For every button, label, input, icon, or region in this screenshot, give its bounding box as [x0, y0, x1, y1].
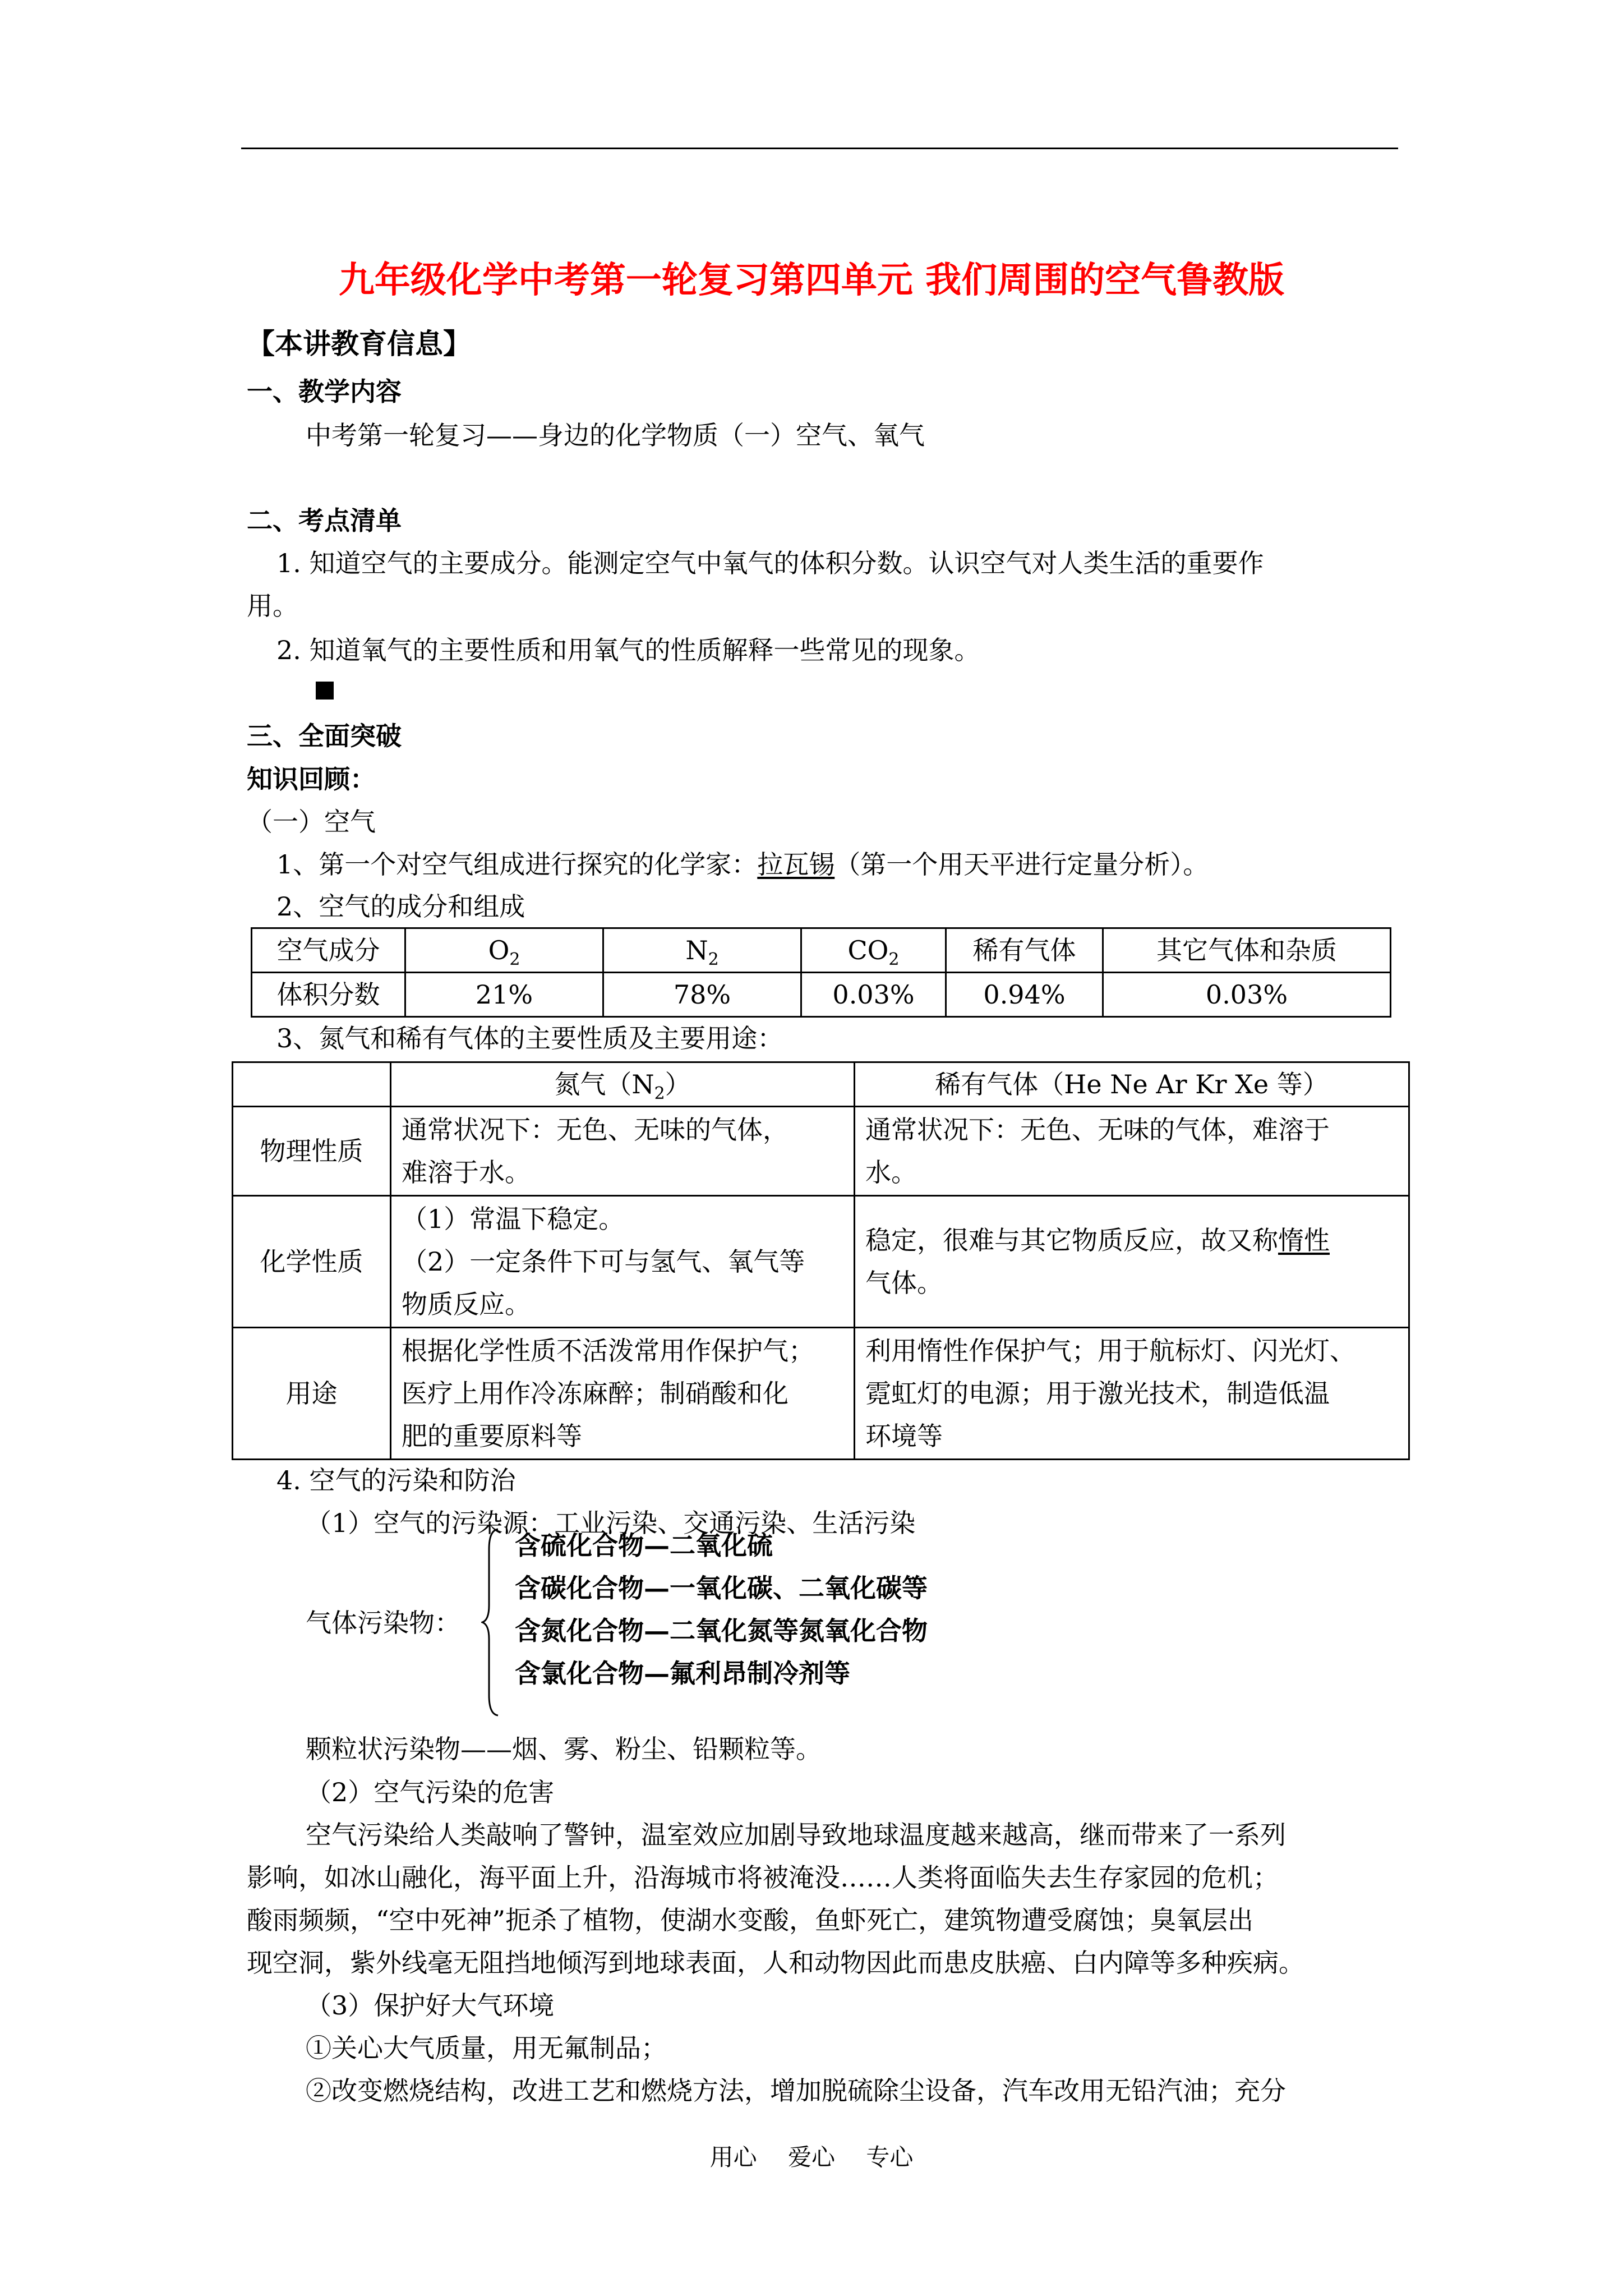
cell-label-component: 空气成分 — [252, 928, 405, 973]
harm-line: 影响，如冰山融化，海平面上升，沿海城市将被淹没……人类将面临失去生存家园的危机； — [247, 1862, 1279, 1893]
harm-line: 空气污染给人类敲响了警钟，温室效应加剧导致地球温度越来越高，继而带来了一系列 — [306, 1820, 1286, 1850]
header-nitrogen: 氮气$(N_2)$ — [391, 1062, 855, 1107]
page-footer: 用心 爱心 专心 — [709, 2143, 914, 2171]
cell-rare-chemical: 稳定，很难与其它物质反应，故又称惰性 气体。 — [855, 1196, 1409, 1328]
knowledge-review-label: 知识回顾： — [247, 764, 376, 794]
cell-o2: $O_2$ — [405, 928, 603, 973]
header-rule — [241, 148, 1398, 149]
exam-point-1-line2: 用。 — [247, 591, 298, 621]
cell-rare-value: 0.94% — [946, 973, 1103, 1017]
para-pollution-sources: （1）空气的污染源：工业污染、交通污染、生活污染 — [306, 1508, 916, 1538]
cell-rare-physical: 通常状况下：无色、无味的气体，难溶于 水。 — [855, 1107, 1409, 1196]
table-row — [252, 973, 1391, 1017]
para-nitrogen-rare: 3、氮气和稀有气体的主要性质及主要用途： — [276, 1023, 783, 1053]
cell-co2: $CO_2$ — [801, 928, 946, 973]
particle-pollutants: 颗粒状污染物——烟、雾、粉尘、铅颗粒等。 — [306, 1734, 822, 1764]
table-row — [233, 1107, 1409, 1196]
cell-other-gas: 其它气体和杂质 — [1103, 928, 1391, 973]
table-row — [233, 1062, 1409, 1107]
cell-n2-chemical: （1）常温下稳定。 （2）一定条件下可与氢气、氧气等 物质反应。 — [391, 1196, 855, 1328]
chemist-suffix: （第一个用天平进行定量分析）。 — [834, 849, 1209, 880]
chemist-name: 拉瓦锡 — [757, 849, 835, 880]
para-air-composition: 2、空气的成分和组成 — [276, 891, 525, 922]
section-header: 【本讲教育信息】 — [247, 327, 471, 360]
protect-item-2: ②改变燃烧结构，改进工艺和燃烧方法，增加脱硫除尘设备，汽车改用无铅汽油；充分 — [306, 2076, 1286, 2106]
teaching-content-text: 中考第一轮复习——身边的化学物质（一）空气、氧气 — [306, 420, 925, 450]
protect-item-1: ①关心大气质量，用无氟制品； — [306, 2033, 667, 2063]
square-bullet-icon — [316, 682, 334, 700]
header-rare-gas: 稀有气体（He Ne Ar Kr Xe 等） — [855, 1062, 1409, 1107]
para-protect: （3）保护好大气环境 — [306, 1990, 555, 2021]
row-label-uses: 用途 — [233, 1328, 391, 1460]
brace-icon — [481, 1527, 500, 1718]
table-row — [252, 928, 1391, 973]
cell-label-volume: 体积分数 — [252, 973, 405, 1017]
document-title: 九年级化学中考第一轮复习第四单元 我们周围的空气鲁教版 — [338, 259, 1285, 301]
para-first-chemist — [276, 847, 1209, 882]
harm-line: 酸雨频频，“空中死神”扼杀了植物，使湖水变酸，鱼虾死亡，建筑物遭受腐蚀；臭氧层出 — [247, 1905, 1254, 1935]
para-pollution-harm: （2）空气污染的危害 — [306, 1777, 555, 1807]
cell-n2-physical: 通常状况下：无色、无味的气体， 难溶于水。 — [391, 1107, 855, 1196]
table-row — [233, 1328, 1409, 1460]
cell-o2-value: 21% — [405, 973, 603, 1017]
heading-exam-points: 二、考点清单 — [247, 505, 402, 536]
gas-pollutant-item: 含氯化合物—氟利昂制冷剂等 — [515, 1658, 850, 1688]
para-pollution: 4. 空气的污染和防治 — [276, 1465, 516, 1496]
exam-point-2: 2. 知道氧气的主要性质和用氧气的性质解释一些常见的现象。 — [276, 635, 980, 665]
chemist-prefix: 1、第一个对空气组成进行探究的化学家： — [276, 849, 758, 880]
cell-co2-value: 0.03% — [801, 973, 946, 1017]
cell-n2-uses: 根据化学性质不活泼常用作保护气； 医疗上用作冷冻麻醉；制硝酸和化 肥的重要原料等 — [391, 1328, 855, 1460]
cell-other-value: 0.03% — [1103, 973, 1391, 1017]
gas-pollutant-item: 含氮化合物—二氧化氮等氮氧化合物 — [515, 1616, 928, 1646]
cell-rare-gas: 稀有气体 — [946, 928, 1103, 973]
composition-table — [251, 927, 1391, 1018]
properties-table — [232, 1061, 1410, 1460]
gas-pollutant-item: 含硫化合物—二氧化硫 — [515, 1530, 773, 1561]
cell-n2-value: 78% — [603, 973, 801, 1017]
heading-teaching-content: 一、教学内容 — [247, 376, 402, 407]
subsection-air: （一）空气 — [247, 807, 376, 837]
cell-rare-uses: 利用惰性作保护气；用于航标灯、闪光灯、 霓虹灯的电源；用于激光技术，制造低温 环境等 — [855, 1328, 1409, 1460]
cell-n2: $N_2$ — [603, 928, 801, 973]
row-label-chemical: 化学性质 — [233, 1196, 391, 1328]
gas-pollutants-label: 气体污染物： — [306, 1608, 460, 1638]
cell-empty — [233, 1062, 391, 1107]
table-row — [233, 1196, 1409, 1328]
gas-pollutant-item: 含碳化合物—一氧化碳、二氧化碳等 — [515, 1573, 928, 1603]
harm-line: 现空洞，紫外线毫无阻挡地倾泻到地球表面，人和动物因此而患皮肤癌、白内障等多种疾病。 — [247, 1948, 1304, 1978]
heading-breakthrough: 三、全面突破 — [247, 721, 402, 751]
row-label-physical: 物理性质 — [233, 1107, 391, 1196]
exam-point-1-line1: 1. 知道空气的主要成分。能测定空气中氧气的体积分数。认识空气对人类生活的重要作 — [276, 548, 1264, 578]
